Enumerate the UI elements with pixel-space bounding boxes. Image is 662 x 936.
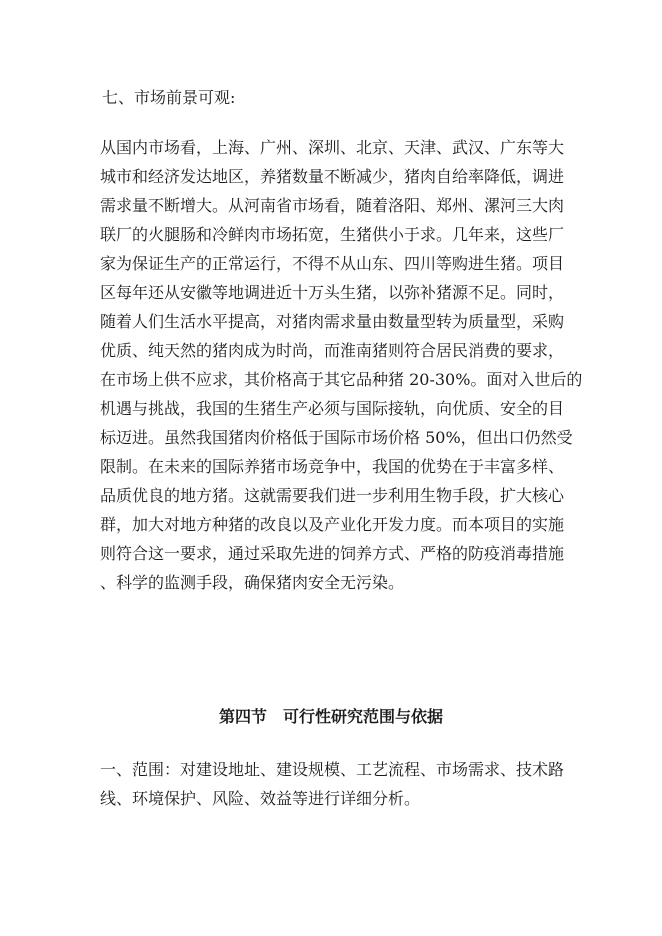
paragraph-line: 随着人们生活水平提高，对猪肉需求量由数量型转为质量型，采购	[100, 312, 565, 331]
paragraph-line: 需求量不断增大。从河南省市场看，随着洛阳、郑州、漯河三大肉	[100, 196, 565, 215]
paragraph-line: 则符合这一要求，通过采取先进的饲养方式、严格的防疫消毒措施	[100, 544, 565, 563]
chapter-heading	[0, 706, 662, 728]
scope-paragraph	[100, 755, 565, 813]
chapter-number: 第四节	[218, 707, 267, 726]
paragraph-line: 限制。在未来的国际养猪市场竞争中，我国的优势在于丰富多样、	[100, 457, 565, 476]
paragraph-line: 线、环境保护、风险、效益等进行详细分析。	[100, 789, 421, 808]
paragraph-line: 从国内市场看，上海、广州、深圳、北京、天津、武汉、广东等大	[100, 138, 565, 157]
paragraph-line: 在市场上供不应求，其价格高于其它品种猪 20-30%。面对入世后的	[100, 370, 583, 389]
paragraph-line: 标迈进。虽然我国猪肉价格低于国际市场价格 50%，但出口仍然受	[100, 428, 573, 447]
paragraph-line: 一、范围：对建设地址、建设规模、工艺流程、市场需求、技术路	[100, 760, 565, 779]
paragraph-line: 区每年还从安徽等地调进近十万头生猪，以弥补猪源不足。同时，	[100, 283, 565, 302]
chapter-title: 可行性研究范围与依据	[283, 707, 444, 726]
paragraph-line: 机遇与挑战，我国的生猪生产必须与国际接轨，向优质、安全的目	[100, 399, 565, 418]
paragraph-line: 优质、纯天然的猪肉成为时尚，而淮南猪则符合居民消费的要求，	[100, 341, 565, 360]
paragraph-line: 品质优良的地方猪。这就需要我们进一步利用生物手段，扩大核心	[100, 486, 565, 505]
paragraph-line: 城市和经济发达地区，养猪数量不断减少，猪肉自给率降低，调进	[100, 167, 565, 186]
paragraph-line: 群，加大对地方种猪的改良以及产业化开发力度。而本项目的实施	[100, 515, 565, 534]
paragraph-line: 联厂的火腿肠和冷鲜肉市场拓宽，生猪供小于求。几年来，这些厂	[100, 225, 565, 244]
section-heading: 七、市场前景可观:	[102, 88, 236, 107]
paragraph-line: 家为保证生产的正常运行，不得不从山东、四川等购进生猪。项目	[100, 254, 565, 273]
paragraph-line: 、科学的监测手段，确保猪肉安全无污染。	[100, 573, 405, 592]
market-outlook-paragraph	[100, 133, 583, 597]
